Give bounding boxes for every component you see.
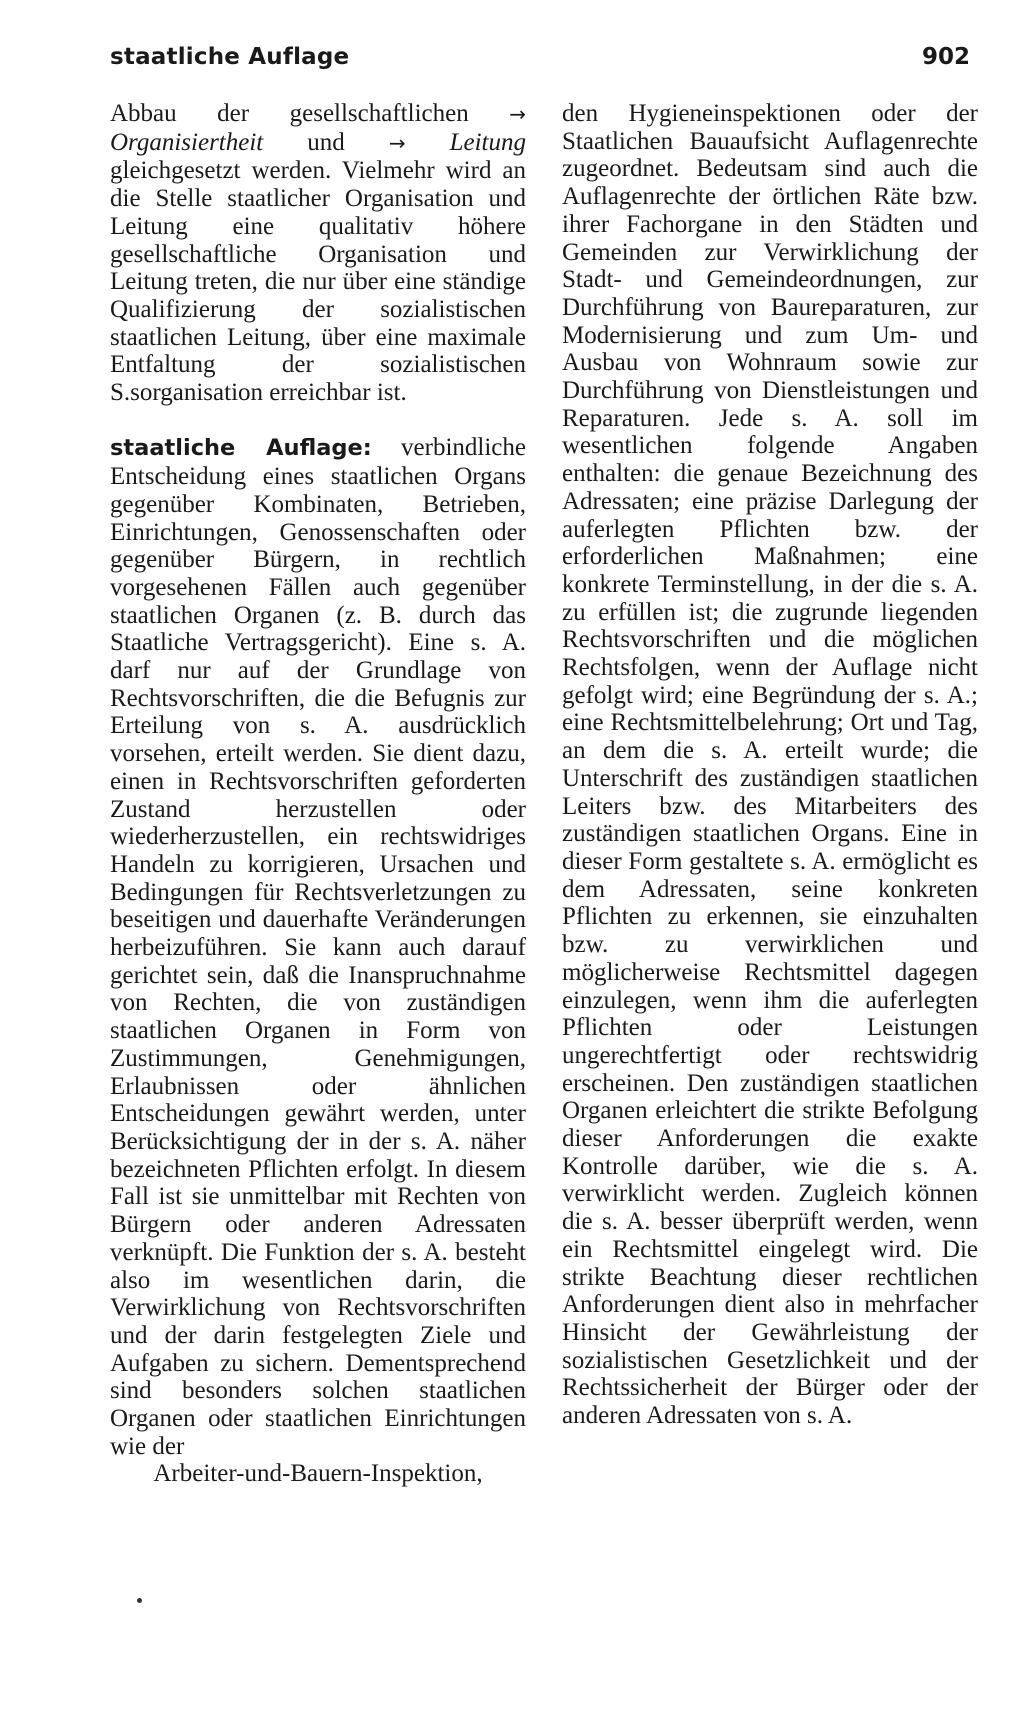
cross-reference-arrow-icon: → bbox=[509, 102, 526, 126]
right-column-paragraph: den Hygieneinspektionen oder der Staatlichen Bauaufsicht Auflagenrechte zugeordnet. Bedeutsam sind auch die Auflagenrechte der örtlichen Räte bzw. ihrer Fachorgane in den Städten und Gemeinden zur Verwirklichung der Stadt- und Gemeindeordnungen, zur Durchführung von Baureparaturen, zur Modernisierung und zum Um- und Ausbau von Wohnraum sowie zur Durchführung von Dienstleistungen und Reparaturen. Jede s. A. soll im wesentlichen folgende Angaben enthalten: die genaue Bezeichnung des Adressaten; eine präzise Darlegung der auferlegten Pflichten bzw. der erforderlichen Maßnahmen; eine konkrete Terminstellung, in der die s. A. zu erfüllen ist; die zugrunde liegenden Rechtsvorschriften und die möglichen Rechtsfolgen, wenn der Auflage nicht gefolgt wird; eine Begründung der s. A.; eine Rechtsmittelbelehrung; Ort und Tag, an dem die s. A. erteilt wurde; die Unterschrift des zuständigen staatlichen Leiters bzw. des Mitarbeiters des zuständigen staatlichen Organs. Eine in dieser Form gestaltete s. A. ermöglicht es dem Adressaten, seine konkreten Pflichten zu erkennen, sie einzuhalten bzw. zu verwirklichen und möglicherweise Rechtsmittel dagegen einzulegen, wenn ihm die auferlegten Pflichten oder Leistungen ungerechtfertigt oder rechtswidrig erscheinen. Den zuständigen staatlichen Organen erleichtert die strikte Befolgung dieser Anforderungen die exakte Kontrolle darüber, wie die s. A. verwirklicht werden. Zugleich können die s. A. besser überprüft werden, wenn ein Rechtsmittel eingelegt wird. Die strikte Beachtung dieser rechtlichen Anforderungen dient also in mehrfacher Hinsicht der Gewährleistung der sozialistischen Gesetzlichkeit und der Rechtssicherheit der Bürger oder der anderen Adressaten von s. A. bbox=[562, 100, 978, 1430]
entry-body: verbindliche Entscheidung eines staatlichen Organs gegenüber Kombinaten, Betrieben, Einrichtungen, Genossenschaften oder gegenüber Bürgern, in rechtlich vorgesehenen Fällen auch gegenüber staatlichen Organen (z. B. durch das Staatliche Vertragsgericht). Eine s. A. darf nur auf der Grundlage von Rechtsvorschriften, die die Befugnis zur Erteilung von s. A. ausdrücklich vorsehen, erteilt werden. Sie dient dazu, einen in Rechtsvorschriften geforderten Zustand herzustellen oder wiederherzustellen, ein rechtswidriges Handeln zu korrigieren, Ursachen und Bedingungen für Rechtsverletzungen zu beseitigen und dauerhafte Veränderungen herbeizuführen. Sie kann auch darauf gerichtet sein, daß die Inanspruchnahme von Rechten, die von zuständigen staatlichen Organen in Form von Zustimmungen, Genehmigungen, Erlaubnissen oder ähnlichen Entscheidungen gewährt werden, unter Berücksichtigung der in der s. A. näher bezeichneten Pflichten erfolgt. In diesem Fall ist sie unmittelbar mit Rechten von Bürgern oder anderen Adressaten verknüpft. Die Funktion der s. A. besteht also im wesentlichen darin, die Verwirklichung von Rechtsvorschriften und der darin festgelegten Ziele und Aufgaben zu sichern. Dementsprechend sind besonders solchen staatlichen Organen oder staatlichen Einrichtungen wie der bbox=[110, 434, 526, 1460]
cross-reference-organisiertheit[interactable]: Organisiertheit bbox=[110, 128, 264, 156]
page-header bbox=[110, 44, 970, 84]
right-column bbox=[562, 100, 978, 1430]
continuation-text-1: Abbau der gesellschaftlichen bbox=[110, 100, 510, 127]
print-mark-dot bbox=[137, 1598, 142, 1603]
cross-reference-arrow-icon: → bbox=[388, 130, 406, 155]
page-number: 902 bbox=[921, 44, 970, 70]
entry-last-line: Arbeiter-und-Bauern-Inspektion, bbox=[153, 1460, 483, 1488]
continuation-text-2: und bbox=[263, 128, 389, 156]
cross-reference-leitung[interactable]: Leitung bbox=[405, 128, 526, 156]
entry-paragraph bbox=[110, 434, 526, 1488]
continuation-paragraph bbox=[110, 100, 526, 407]
entry-headword: staatliche Auflage: bbox=[110, 435, 372, 462]
continuation-text-3: gleichgesetzt werden. Vielmehr wird an die Stelle staatlicher Organisation und Leitung eine qualitativ höhere gesellschaftliche Organisation und Leitung treten, die nur über eine ständige Qualifizierung der sozialistischen staatlichen Leitung, über eine maximale Entfaltung der sozialistischen S.sorganisation erreichbar ist. bbox=[110, 157, 526, 407]
running-head: staatliche Auflage bbox=[110, 44, 350, 70]
left-column bbox=[110, 100, 526, 1488]
